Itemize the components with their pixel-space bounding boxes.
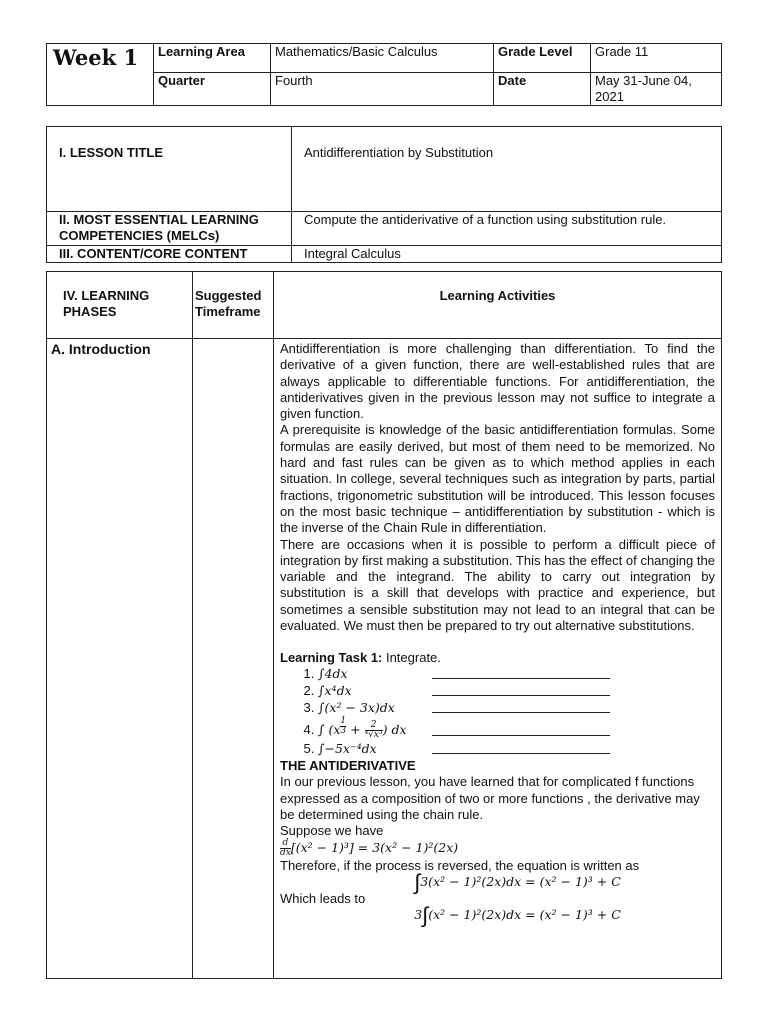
melc-label: II. MOST ESSENTIAL LEARNING COMPETENCIES (MELCs) xyxy=(47,212,292,246)
suppose-text: Suppose we have xyxy=(280,823,384,839)
intro-paragraph-2: A prerequisite is knowledge of the basic antidifferentiation formulas. Some formulas are easily derived, but most of them need to be memorized. No hard and fast rules can be given as to which method applies in each situation. In college, several techniques such as integration by parts, partial fractions, trigonometric substitution will be introduced. This lesson focuses on the most basic technique – antidifferentiation by substitution - which is the inverse of the Chain Rule in differentiation. xyxy=(280,422,715,536)
antiderivative-text: In our previous lesson, you have learned that for complicated f functions expressed as a composition of two or more functions , the derivative may be determined using the chain rule. xyxy=(280,774,700,822)
learning-area-label: Learning Area xyxy=(154,44,271,73)
melc-value: Compute the antiderivative of a function using substitution rule. xyxy=(292,212,722,246)
task-item: 1. ∫4𝑑𝑥 xyxy=(318,666,715,683)
intro-paragraph-3: There are occasions when it is possible to perform a difficult piece of integration by first making a substitution. This has the effect of changing the variable and the integrand. The ability to carry out integration by substitution is a skill that develops with practice and experience, but sometimes a sensible substitution may not lead to an integral that can be evaluated. We must then be prepared to try out alternative substitutions. xyxy=(280,536,715,634)
task-label: Learning Task 1: xyxy=(280,650,383,666)
activities-cell xyxy=(274,339,722,979)
date-value: May 31-June 04, 2021 xyxy=(591,73,722,106)
learning-area-value: Mathematics/Basic Calculus xyxy=(271,44,494,73)
quarter-label: Quarter xyxy=(154,73,271,106)
task-item: 3. ∫(𝑥² − 3𝑥)𝑑𝑥 xyxy=(318,700,715,717)
reverse-text: Therefore, if the process is reversed, the equation is written as xyxy=(280,858,640,874)
task-text: Integrate. xyxy=(385,650,441,666)
answer-blank xyxy=(432,702,610,713)
lesson-title-value: Antidifferentiation by Substitution xyxy=(292,127,722,212)
content-label: III. CONTENT/CORE CONTENT xyxy=(47,246,292,263)
answer-blank xyxy=(432,743,610,754)
answer-blank xyxy=(432,668,610,679)
lesson-title-label: I. LESSON TITLE xyxy=(47,127,292,212)
leads-text: Which leads to xyxy=(280,890,366,906)
learning-table xyxy=(46,271,722,979)
answer-blank xyxy=(432,725,610,736)
intro-paragraph-1: Antidifferentiation is more challenging than differentiation. To find the derivative of a given function, there are well-established rules that are always applicable to differentiable functions. For antidifferentiation, the antiderivatives given in the previous lesson may not suffice to integrate a given function. xyxy=(280,341,715,422)
timeframe-header: Suggested Timeframe xyxy=(193,272,274,339)
activities-header: Learning Activities xyxy=(274,272,722,339)
grade-level-label: Grade Level xyxy=(494,44,591,73)
lesson-table xyxy=(46,126,722,263)
answer-blank xyxy=(432,685,610,696)
task-item: 2. ∫𝑥⁴𝑑𝑥 xyxy=(318,683,715,700)
phases-header: IV. LEARNING PHASES xyxy=(47,272,193,339)
integral-equation-2: 3∫(𝑥² − 1)²(2𝑥)𝑑𝑥 = (𝑥² − 1)³ + 𝐶 xyxy=(414,902,621,928)
antiderivative-heading: THE ANTIDERIVATIVE xyxy=(280,758,416,774)
quarter-value: Fourth xyxy=(271,73,494,106)
learning-task xyxy=(280,650,715,666)
intro-label: A. Introduction xyxy=(47,339,193,979)
task-item: 4. ∫ (𝑥 $^{\frac{1}{3}}$ + $\frac{2}{\text{⁴√𝑥³}}$ ) 𝑑𝑥 xyxy=(318,717,715,741)
grade-level-value: Grade 11 xyxy=(591,44,722,73)
task-list xyxy=(280,666,715,758)
header-table xyxy=(46,43,722,106)
task-item: 5. ∫−5𝑥⁻⁴𝑑𝑥 xyxy=(318,741,715,758)
date-label: Date xyxy=(494,73,591,106)
derivative-equation: $\frac{d}{dx}$ [(𝑥² − 1)³] = 3(𝑥² − 1)²(2𝑥) xyxy=(280,838,459,859)
content-value: Integral Calculus xyxy=(292,246,722,263)
week-label: Week 1 xyxy=(47,44,154,106)
integral-equation-1: ∫3(𝑥² − 1)²(2𝑥)𝑑𝑥 = (𝑥² − 1)³ + 𝐶 xyxy=(414,869,621,895)
timeframe-cell xyxy=(193,339,274,979)
